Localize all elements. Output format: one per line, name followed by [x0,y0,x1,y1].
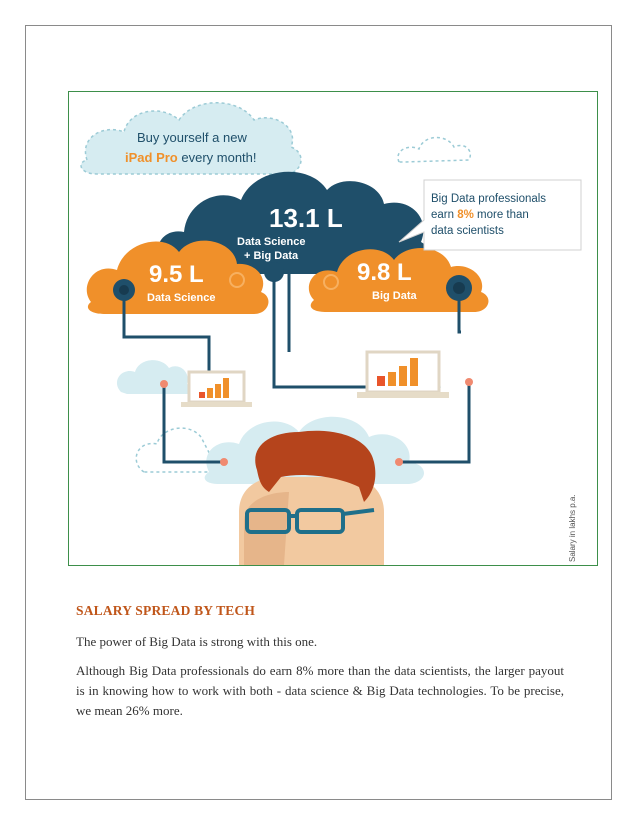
article-paragraph-2: Although Big Data professionals do earn 8% more than the data scientists, the larger payout is in knowing how to work with both - data science & Big Data technologies. To be precise, we mean 26% more. [76,663,564,718]
article-heading: SALARY SPREAD BY TECH [76,603,256,618]
callout-line2-pre: earn [431,209,458,221]
callout-line3: data scientists [431,225,504,237]
callout-box [399,180,581,250]
callout-highlight: 8% [457,209,474,221]
laptop-right [357,352,449,398]
center-value: 13.1 L [269,203,343,233]
ipad-text-line2 [125,150,257,165]
salary-infographic [68,91,598,566]
article-paragraph-1: The power of Big Data is strong with this one. [76,634,318,649]
right-label: Big Data [372,290,417,302]
ipad-highlight: iPad Pro [125,150,178,165]
callout-line1: Big Data professionals [431,193,547,205]
ipad-text-rest: every month! [177,150,257,165]
small-dashed-cloud-right [398,137,470,162]
infographic-svg [69,92,597,565]
left-value: 9.5 L [149,261,204,288]
source-credit: Salary in lakhs p.a. [568,494,577,562]
ipad-text-line1: Buy yourself a new [137,130,247,145]
light-cloud-left [117,360,193,394]
callout-line2-post: more than [473,209,529,221]
right-value: 9.8 L [357,259,412,286]
left-label: Data Science [147,292,216,304]
person-illustration [239,431,384,565]
dashed-cloud-lower-left [136,428,219,472]
callout-line2 [431,209,529,221]
laptop-left [181,372,252,407]
center-label-line2: + Big Data [244,250,299,262]
center-label-line1: Data Science [237,236,306,248]
